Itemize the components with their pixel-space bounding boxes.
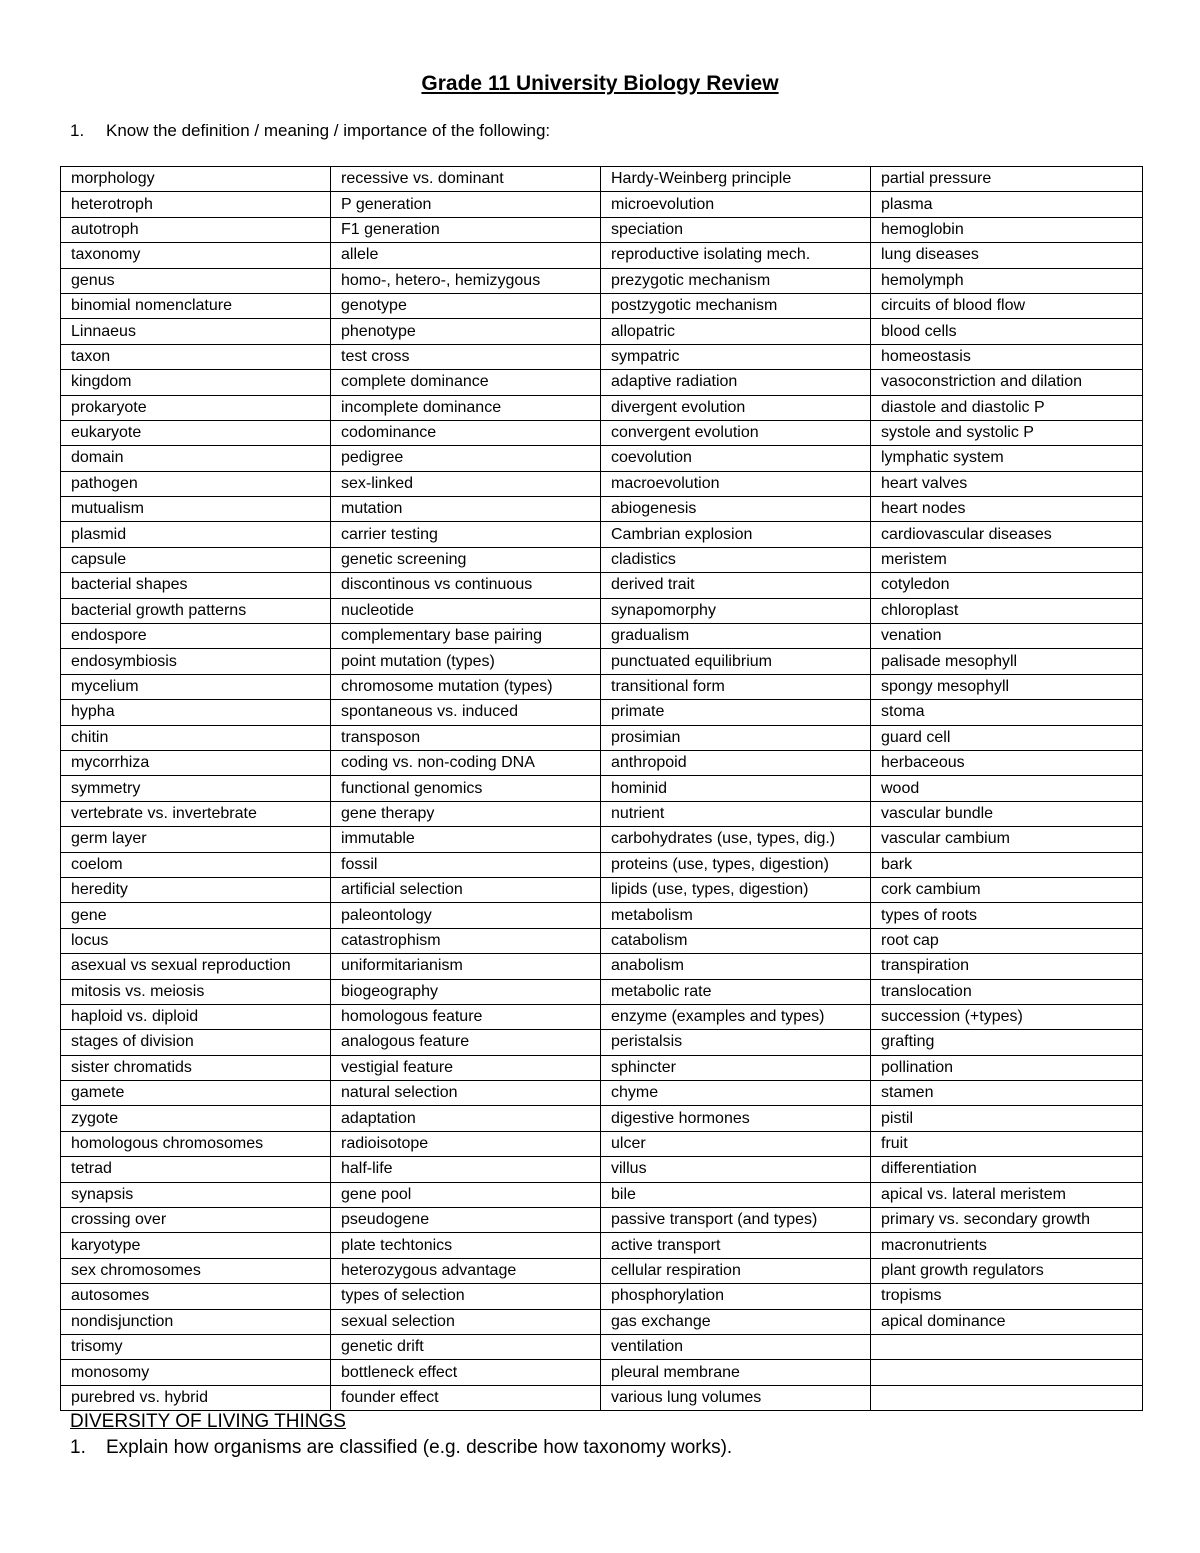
term-cell: types of roots [871, 903, 1143, 928]
term-cell: synapomorphy [601, 598, 871, 623]
terms-table-body [61, 167, 1143, 1411]
table-row [61, 344, 1143, 369]
term-cell: symmetry [61, 776, 331, 801]
table-row [61, 1309, 1143, 1334]
term-cell: meristem [871, 547, 1143, 572]
term-cell: chyme [601, 1081, 871, 1106]
term-cell: plate techtonics [331, 1233, 601, 1258]
term-cell: nucleotide [331, 598, 601, 623]
term-cell: abiogenesis [601, 497, 871, 522]
table-row [61, 547, 1143, 572]
term-cell: asexual vs sexual reproduction [61, 954, 331, 979]
term-cell: synapsis [61, 1182, 331, 1207]
table-row [61, 370, 1143, 395]
term-cell: vascular bundle [871, 801, 1143, 826]
term-cell: gene pool [331, 1182, 601, 1207]
term-cell: codominance [331, 420, 601, 445]
intro-instruction [70, 121, 550, 141]
term-cell: complementary base pairing [331, 624, 601, 649]
term-cell: divergent evolution [601, 395, 871, 420]
term-cell: hominid [601, 776, 871, 801]
term-cell: locus [61, 928, 331, 953]
term-cell: gas exchange [601, 1309, 871, 1334]
term-cell [871, 1360, 1143, 1385]
table-row [61, 674, 1143, 699]
term-cell: root cap [871, 928, 1143, 953]
term-cell: sexual selection [331, 1309, 601, 1334]
term-cell: catabolism [601, 928, 871, 953]
intro-text: Know the definition / meaning / importance of the following: [106, 121, 551, 140]
term-cell: guard cell [871, 725, 1143, 750]
term-cell: palisade mesophyll [871, 649, 1143, 674]
term-cell: stages of division [61, 1030, 331, 1055]
term-cell: reproductive isolating mech. [601, 243, 871, 268]
term-cell: Hardy-Weinberg principle [601, 167, 871, 192]
term-cell: radioisotope [331, 1131, 601, 1156]
term-cell: phosphorylation [601, 1284, 871, 1309]
term-cell: cork cambium [871, 877, 1143, 902]
term-cell: punctuated equilibrium [601, 649, 871, 674]
term-cell: plant growth regulators [871, 1258, 1143, 1283]
table-row [61, 700, 1143, 725]
term-cell: postzygotic mechanism [601, 293, 871, 318]
term-cell: kingdom [61, 370, 331, 395]
term-cell: spontaneous vs. induced [331, 700, 601, 725]
term-cell: bacterial growth patterns [61, 598, 331, 623]
table-row [61, 471, 1143, 496]
term-cell: apical vs. lateral meristem [871, 1182, 1143, 1207]
term-cell: chitin [61, 725, 331, 750]
term-cell: founder effect [331, 1385, 601, 1410]
term-cell: endospore [61, 624, 331, 649]
document-title: Grade 11 University Biology Review [421, 72, 779, 95]
term-cell: tropisms [871, 1284, 1143, 1309]
term-cell: sister chromatids [61, 1055, 331, 1080]
term-cell: mycelium [61, 674, 331, 699]
term-cell: bacterial shapes [61, 573, 331, 598]
term-cell: prosimian [601, 725, 871, 750]
term-cell: incomplete dominance [331, 395, 601, 420]
term-cell: recessive vs. dominant [331, 167, 601, 192]
term-cell: bark [871, 852, 1143, 877]
table-row [61, 192, 1143, 217]
term-cell: circuits of blood flow [871, 293, 1143, 318]
term-cell: chloroplast [871, 598, 1143, 623]
table-row [61, 1131, 1143, 1156]
table-row [61, 1258, 1143, 1283]
term-cell: spongy mesophyll [871, 674, 1143, 699]
term-cell: mitosis vs. meiosis [61, 979, 331, 1004]
term-cell: metabolism [601, 903, 871, 928]
term-cell: immutable [331, 827, 601, 852]
table-row [61, 954, 1143, 979]
term-cell: purebred vs. hybrid [61, 1385, 331, 1410]
term-cell: pleural membrane [601, 1360, 871, 1385]
term-cell: cladistics [601, 547, 871, 572]
table-row [61, 1081, 1143, 1106]
term-cell: ventilation [601, 1334, 871, 1359]
term-cell: lymphatic system [871, 446, 1143, 471]
table-row [61, 1284, 1143, 1309]
term-cell: anabolism [601, 954, 871, 979]
term-cell: diastole and diastolic P [871, 395, 1143, 420]
term-cell: hypha [61, 700, 331, 725]
term-cell: pedigree [331, 446, 601, 471]
term-cell: chromosome mutation (types) [331, 674, 601, 699]
term-cell: pistil [871, 1106, 1143, 1131]
table-row [61, 217, 1143, 242]
term-cell: venation [871, 624, 1143, 649]
term-cell: uniformitarianism [331, 954, 601, 979]
table-row [61, 497, 1143, 522]
table-row [61, 395, 1143, 420]
term-cell: germ layer [61, 827, 331, 852]
term-cell: coding vs. non-coding DNA [331, 750, 601, 775]
term-cell: autotroph [61, 217, 331, 242]
term-cell: active transport [601, 1233, 871, 1258]
term-cell: test cross [331, 344, 601, 369]
table-row [61, 319, 1143, 344]
term-cell: macroevolution [601, 471, 871, 496]
term-cell: proteins (use, types, digestion) [601, 852, 871, 877]
term-cell: pathogen [61, 471, 331, 496]
term-cell: nondisjunction [61, 1309, 331, 1334]
term-cell: monosomy [61, 1360, 331, 1385]
term-cell: herbaceous [871, 750, 1143, 775]
term-cell: eukaryote [61, 420, 331, 445]
question-number: 1. [70, 1437, 86, 1458]
term-cell: apical dominance [871, 1309, 1143, 1334]
table-row [61, 1208, 1143, 1233]
term-cell: pseudogene [331, 1208, 601, 1233]
table-row [61, 776, 1143, 801]
term-cell: mutualism [61, 497, 331, 522]
term-cell: F1 generation [331, 217, 601, 242]
term-cell: haploid vs. diploid [61, 1004, 331, 1029]
term-cell: catastrophism [331, 928, 601, 953]
term-cell: gene therapy [331, 801, 601, 826]
term-cell: genotype [331, 293, 601, 318]
term-cell: heterotroph [61, 192, 331, 217]
term-cell: blood cells [871, 319, 1143, 344]
term-cell: phenotype [331, 319, 601, 344]
term-cell: metabolic rate [601, 979, 871, 1004]
term-cell: adaptation [331, 1106, 601, 1131]
term-cell: stamen [871, 1081, 1143, 1106]
term-cell: trisomy [61, 1334, 331, 1359]
term-cell: speciation [601, 217, 871, 242]
term-cell: paleontology [331, 903, 601, 928]
term-cell: genus [61, 268, 331, 293]
term-cell: sphincter [601, 1055, 871, 1080]
term-cell: vascular cambium [871, 827, 1143, 852]
term-cell: lung diseases [871, 243, 1143, 268]
term-cell: primary vs. secondary growth [871, 1208, 1143, 1233]
term-cell: bile [601, 1182, 871, 1207]
term-cell: various lung volumes [601, 1385, 871, 1410]
term-cell: primate [601, 700, 871, 725]
term-cell: homologous feature [331, 1004, 601, 1029]
table-row [61, 167, 1143, 192]
term-cell: translocation [871, 979, 1143, 1004]
term-cell: heart valves [871, 471, 1143, 496]
term-cell: transpiration [871, 954, 1143, 979]
table-row [61, 1004, 1143, 1029]
term-cell: vertebrate vs. invertebrate [61, 801, 331, 826]
term-cell: nutrient [601, 801, 871, 826]
term-cell: autosomes [61, 1284, 331, 1309]
term-cell: plasmid [61, 522, 331, 547]
table-row [61, 801, 1143, 826]
term-cell: hemolymph [871, 268, 1143, 293]
term-cell: gamete [61, 1081, 331, 1106]
term-cell: digestive hormones [601, 1106, 871, 1131]
table-row [61, 1334, 1143, 1359]
term-cell: carrier testing [331, 522, 601, 547]
term-cell: P generation [331, 192, 601, 217]
term-cell: wood [871, 776, 1143, 801]
table-row [61, 852, 1143, 877]
term-cell: allopatric [601, 319, 871, 344]
term-cell: sympatric [601, 344, 871, 369]
term-cell: endosymbiosis [61, 649, 331, 674]
term-cell: taxonomy [61, 243, 331, 268]
table-row [61, 979, 1143, 1004]
term-cell: complete dominance [331, 370, 601, 395]
table-row [61, 903, 1143, 928]
table-row [61, 573, 1143, 598]
term-cell: cardiovascular diseases [871, 522, 1143, 547]
term-cell: prokaryote [61, 395, 331, 420]
term-cell: grafting [871, 1030, 1143, 1055]
term-cell: villus [601, 1157, 871, 1182]
table-row [61, 1385, 1143, 1410]
table-row [61, 1233, 1143, 1258]
table-row [61, 928, 1143, 953]
term-cell: ulcer [601, 1131, 871, 1156]
terms-table [60, 166, 1143, 1411]
term-cell: bottleneck effect [331, 1360, 601, 1385]
term-cell: Linnaeus [61, 319, 331, 344]
term-cell: succession (+types) [871, 1004, 1143, 1029]
term-cell: taxon [61, 344, 331, 369]
table-row [61, 293, 1143, 318]
term-cell: karyotype [61, 1233, 331, 1258]
table-row [61, 750, 1143, 775]
term-cell: passive transport (and types) [601, 1208, 871, 1233]
term-cell: mutation [331, 497, 601, 522]
term-cell: differentiation [871, 1157, 1143, 1182]
term-cell: artificial selection [331, 877, 601, 902]
table-row [61, 420, 1143, 445]
term-cell: transitional form [601, 674, 871, 699]
table-row [61, 649, 1143, 674]
table-row [61, 1182, 1143, 1207]
term-cell: morphology [61, 167, 331, 192]
table-row [61, 624, 1143, 649]
term-cell: functional genomics [331, 776, 601, 801]
term-cell: allele [331, 243, 601, 268]
term-cell: genetic screening [331, 547, 601, 572]
term-cell: discontinous vs continuous [331, 573, 601, 598]
table-row [61, 1360, 1143, 1385]
term-cell: coevolution [601, 446, 871, 471]
term-cell: derived trait [601, 573, 871, 598]
term-cell: domain [61, 446, 331, 471]
term-cell: gradualism [601, 624, 871, 649]
term-cell: heart nodes [871, 497, 1143, 522]
question-text: Explain how organisms are classified (e.g. describe how taxonomy works). [106, 1437, 733, 1458]
term-cell: plasma [871, 192, 1143, 217]
term-cell: cotyledon [871, 573, 1143, 598]
term-cell: lipids (use, types, digestion) [601, 877, 871, 902]
term-cell: carbohydrates (use, types, dig.) [601, 827, 871, 852]
term-cell: adaptive radiation [601, 370, 871, 395]
term-cell: anthropoid [601, 750, 871, 775]
term-cell: point mutation (types) [331, 649, 601, 674]
table-row [61, 1157, 1143, 1182]
term-cell: hemoglobin [871, 217, 1143, 242]
term-cell [871, 1385, 1143, 1410]
table-row [61, 1030, 1143, 1055]
table-row [61, 725, 1143, 750]
table-row [61, 598, 1143, 623]
term-cell: partial pressure [871, 167, 1143, 192]
term-cell: gene [61, 903, 331, 928]
term-cell: sex chromosomes [61, 1258, 331, 1283]
term-cell: types of selection [331, 1284, 601, 1309]
term-cell: systole and systolic P [871, 420, 1143, 445]
term-cell: cellular respiration [601, 1258, 871, 1283]
term-cell: capsule [61, 547, 331, 572]
table-row [61, 1055, 1143, 1080]
table-row [61, 446, 1143, 471]
term-cell: genetic drift [331, 1334, 601, 1359]
term-cell: vestigial feature [331, 1055, 601, 1080]
term-cell: crossing over [61, 1208, 331, 1233]
term-cell: biogeography [331, 979, 601, 1004]
term-cell: homeostasis [871, 344, 1143, 369]
table-row [61, 827, 1143, 852]
term-cell: homo-, hetero-, hemizygous [331, 268, 601, 293]
term-cell: coelom [61, 852, 331, 877]
term-cell: peristalsis [601, 1030, 871, 1055]
term-cell: analogous feature [331, 1030, 601, 1055]
table-row [61, 243, 1143, 268]
term-cell: prezygotic mechanism [601, 268, 871, 293]
term-cell: fruit [871, 1131, 1143, 1156]
term-cell: heredity [61, 877, 331, 902]
term-cell: half-life [331, 1157, 601, 1182]
question-item [70, 1437, 732, 1459]
term-cell: mycorrhiza [61, 750, 331, 775]
term-cell: sex-linked [331, 471, 601, 496]
term-cell: transposon [331, 725, 601, 750]
intro-number: 1. [70, 121, 85, 140]
term-cell: tetrad [61, 1157, 331, 1182]
section-heading: DIVERSITY OF LIVING THINGS [70, 1411, 346, 1432]
term-cell: natural selection [331, 1081, 601, 1106]
term-cell: zygote [61, 1106, 331, 1131]
term-cell: heterozygous advantage [331, 1258, 601, 1283]
term-cell: enzyme (examples and types) [601, 1004, 871, 1029]
table-row [61, 522, 1143, 547]
term-cell: Cambrian explosion [601, 522, 871, 547]
term-cell: microevolution [601, 192, 871, 217]
term-cell: homologous chromosomes [61, 1131, 331, 1156]
term-cell: binomial nomenclature [61, 293, 331, 318]
term-cell: stoma [871, 700, 1143, 725]
term-cell: convergent evolution [601, 420, 871, 445]
term-cell [871, 1334, 1143, 1359]
term-cell: macronutrients [871, 1233, 1143, 1258]
table-row [61, 268, 1143, 293]
term-cell: fossil [331, 852, 601, 877]
term-cell: pollination [871, 1055, 1143, 1080]
table-row [61, 877, 1143, 902]
term-cell: vasoconstriction and dilation [871, 370, 1143, 395]
table-row [61, 1106, 1143, 1131]
